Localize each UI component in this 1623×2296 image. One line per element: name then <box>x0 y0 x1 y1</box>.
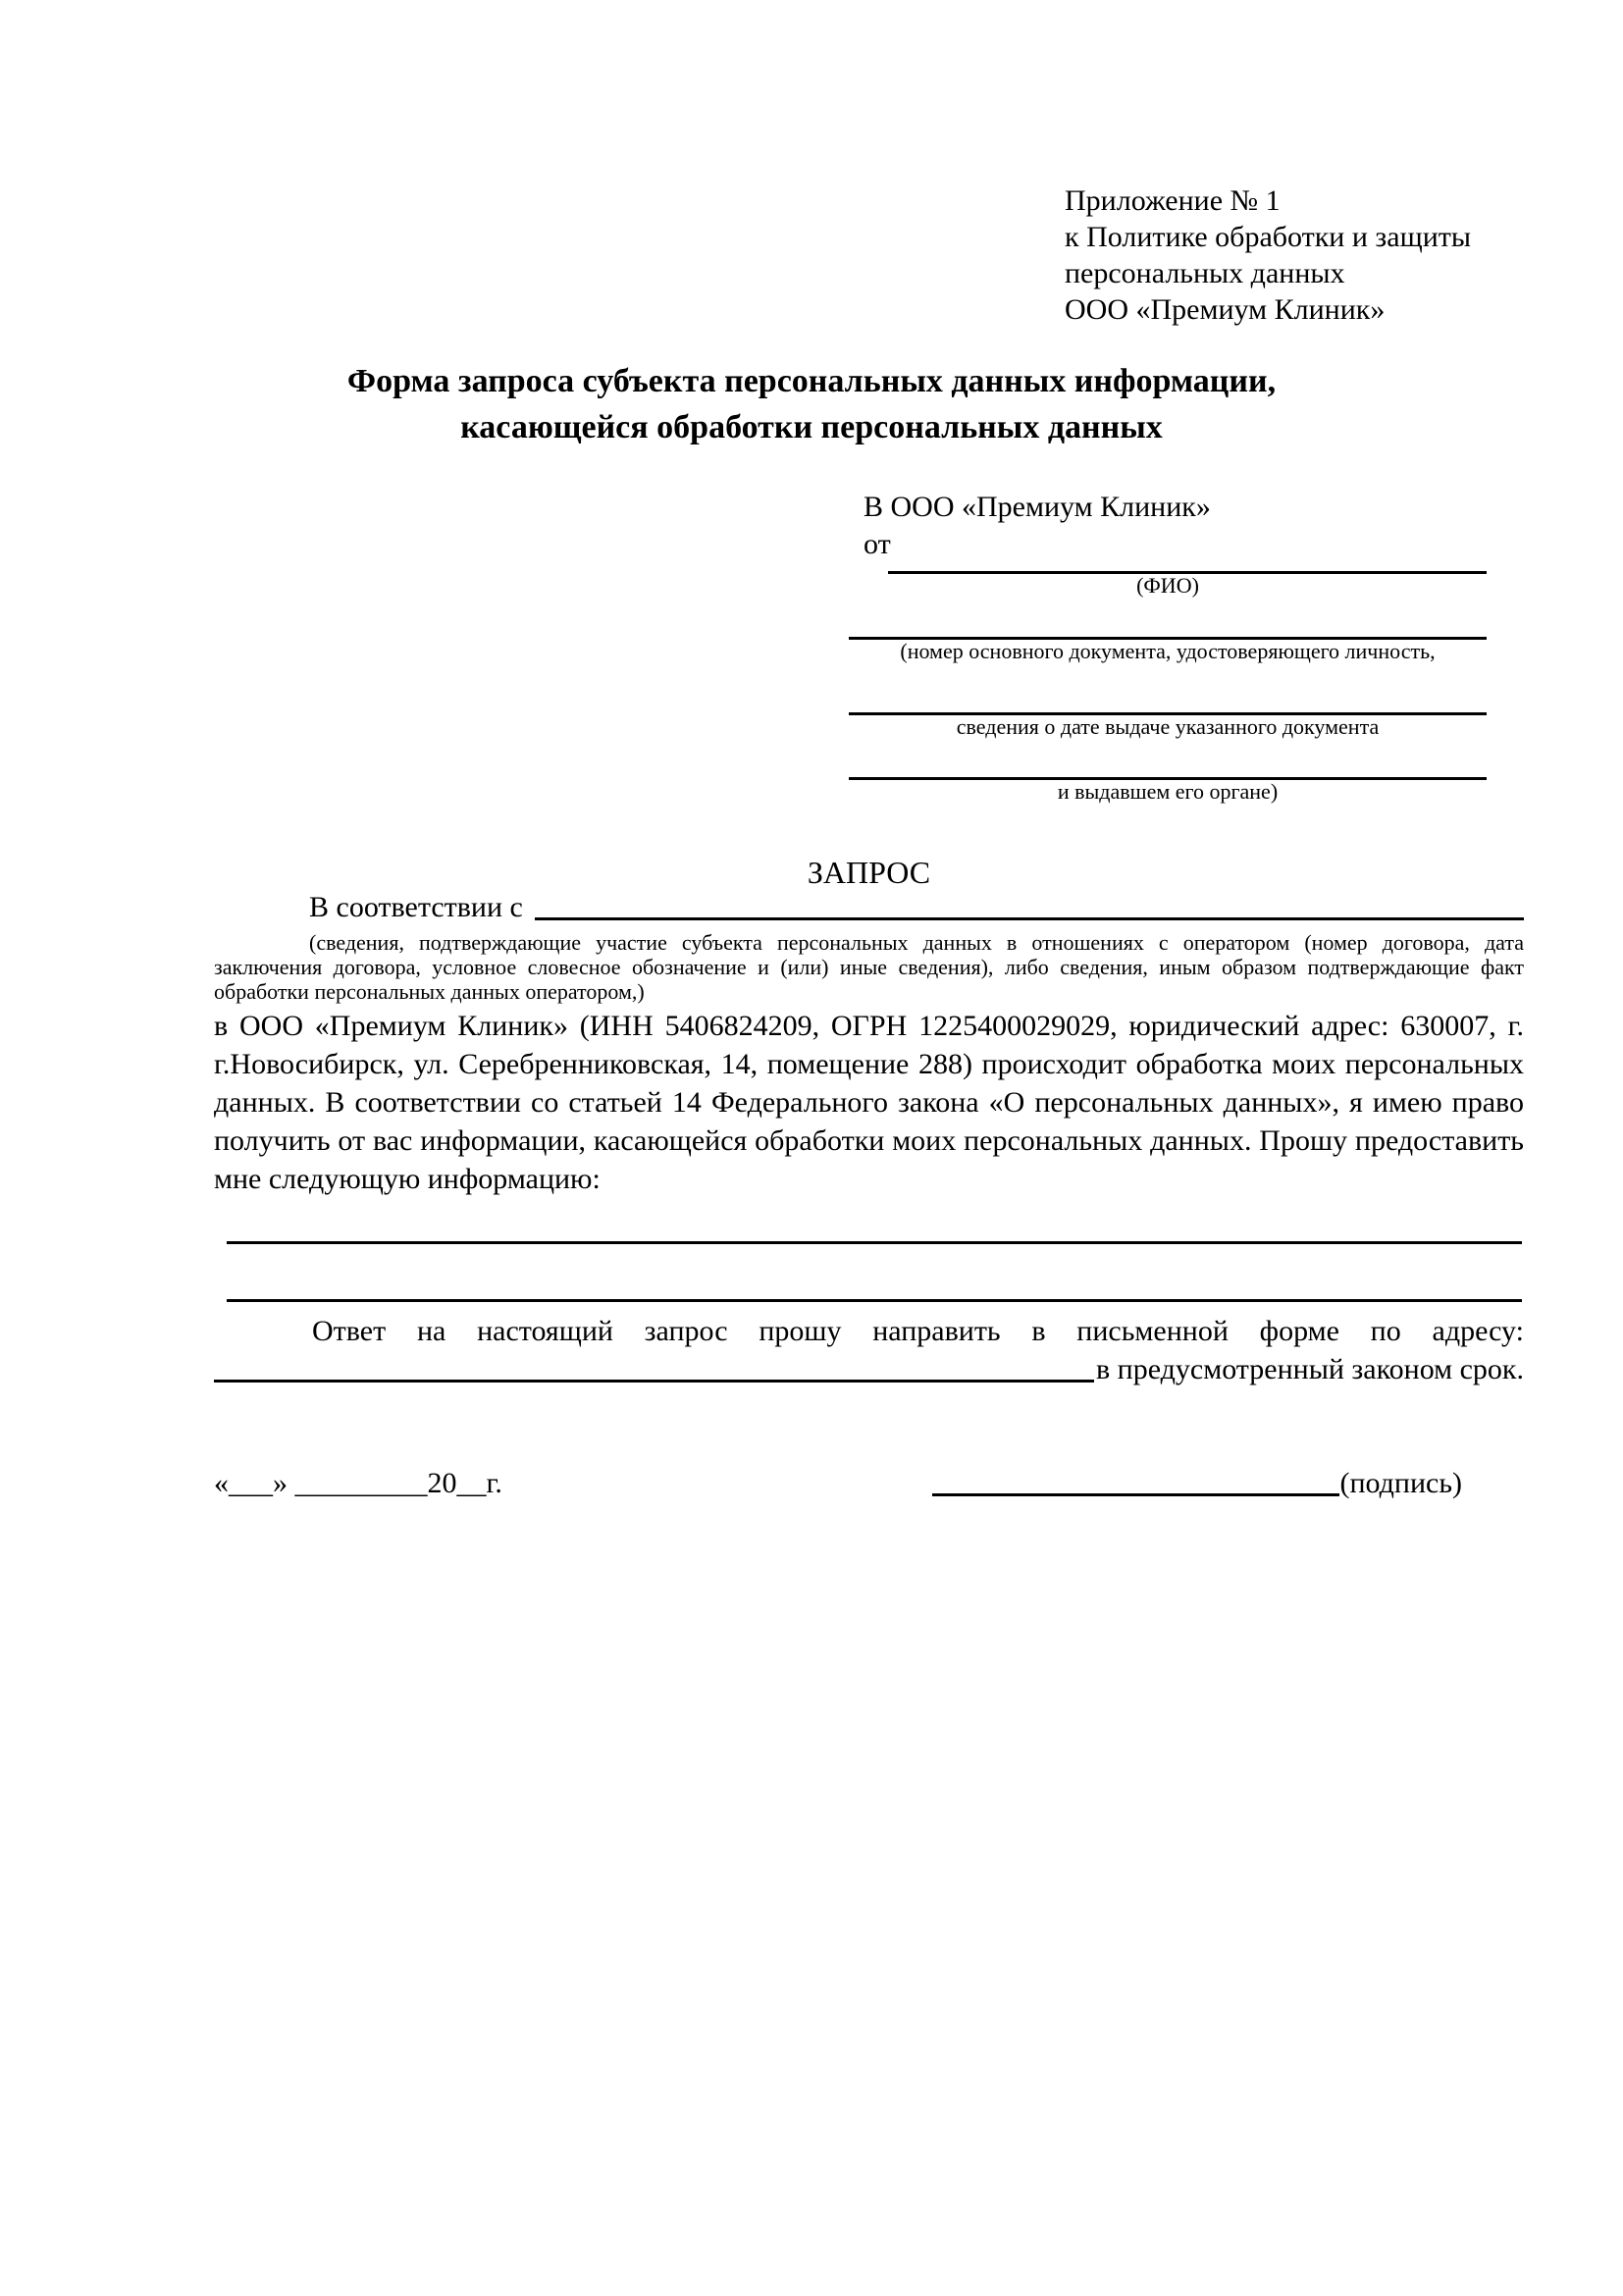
appendix-note-line: персональных данных <box>1065 257 1345 289</box>
reply-address-text: Ответ на настоящий запрос прошу направить в письменной форме по адресу: <box>312 1315 1524 1347</box>
request-heading: ЗАПРОС <box>807 855 931 890</box>
answer-fill-line-2 <box>227 1299 1522 1302</box>
basis-footnote: (сведения, подтверждающие участие субъекта персональных данных в отношениях с оператором (номер договора, дата заключения договора, условное словесное обозначение и (или) иные сведения), либо сведения, иным образом подтверждающие факт обработки персональных данных оператором,) <box>214 930 1524 1004</box>
addressee-to: В ООО «Премиум Клиник» <box>864 491 1211 523</box>
document-number-field <box>849 637 1487 663</box>
appendix-note-line: Приложение № 1 <box>1065 184 1281 217</box>
footer-row <box>214 1464 1462 1502</box>
reply-address-row <box>214 1350 1524 1388</box>
basis-row <box>214 888 1524 926</box>
issue-date-caption: сведения о дате выдаче указанного документа <box>956 714 1380 739</box>
request-body-paragraph: в ООО «Премиум Клиник» (ИНН 5406824209, ОГРН 1225400029029, юридический адрес: 630007, г. г.Новосибирск, ул. Серебренниковская, 14, помещение 288) происходит обработка моих персональных данных. В соответствии со статьей 14 Федерального закона «О персональных данных», я имею право получить от вас информации, касающейся обработки моих персональных данных. Прошу предоставить мне следующую информацию: <box>214 1010 1524 1195</box>
document-title-line: касающейся обработки персональных данных <box>460 409 1163 445</box>
appendix-note-line: ООО «Премиум Клиник» <box>1065 293 1386 326</box>
addressee-from: от <box>864 528 891 560</box>
signature-fill-line <box>932 1464 1339 1496</box>
answer-fill-line-1 <box>227 1241 1522 1244</box>
signature-group <box>932 1464 1462 1502</box>
date-blank-text: «___» _________20__г. <box>214 1467 502 1499</box>
signature-caption: (подпись) <box>1339 1467 1462 1499</box>
issue-date-field <box>849 712 1487 739</box>
fio-field <box>849 571 1487 598</box>
appendix-note <box>1065 183 1471 328</box>
reply-deadline-text: в предусмотренный законом срок. <box>1096 1353 1524 1385</box>
reply-address-fill-line <box>214 1350 1094 1383</box>
basis-fill-line <box>535 888 1524 920</box>
fio-caption: (ФИО) <box>1136 573 1199 598</box>
appendix-note-line: к Политике обработки и защиты <box>1065 221 1472 253</box>
issuing-authority-field <box>849 777 1487 804</box>
document-title <box>108 358 1515 450</box>
document-number-caption: (номер основного документа, удостоверяющего личность, <box>900 639 1436 663</box>
addressee-block <box>849 489 1487 804</box>
document-title-line: Форма запроса субъекта персональных данных информации, <box>346 363 1277 399</box>
basis-prefix: В соответствии с <box>309 891 523 923</box>
issuing-authority-caption: и выдавшем его органе) <box>1057 779 1279 804</box>
